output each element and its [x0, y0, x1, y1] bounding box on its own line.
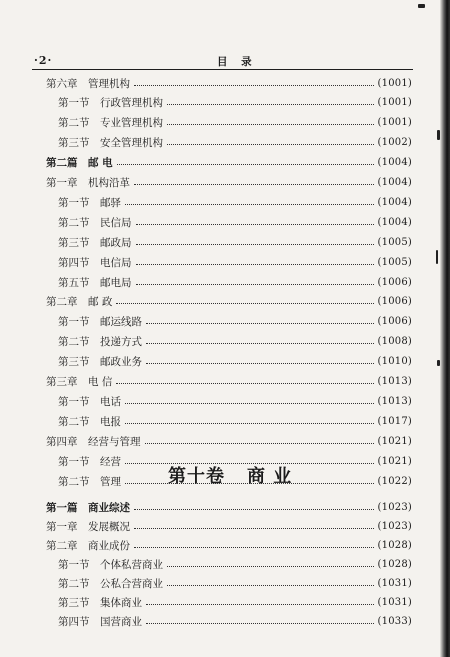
toc-entry-title: 国营商业	[100, 615, 142, 628]
toc-entry-page: (1017)	[377, 415, 412, 427]
dot-leader	[116, 383, 373, 384]
toc-entry-title: 邮政局	[100, 236, 132, 249]
toc-entry-number: 第三章	[46, 376, 78, 388]
toc-entry-title: 邮运线路	[100, 316, 142, 329]
toc-entry-number: 第二章	[46, 539, 78, 552]
volume-title	[168, 462, 292, 488]
scan-speck	[437, 130, 440, 140]
toc-entry	[46, 374, 412, 390]
toc-entry	[58, 314, 412, 330]
toc-entry-title: 民信局	[100, 216, 132, 229]
toc-entry-page: (1010)	[377, 356, 412, 368]
toc-entry-title: 管理机构	[88, 77, 130, 90]
toc-entry	[46, 499, 412, 515]
dot-leader	[134, 547, 374, 548]
volume-name: 商 业	[247, 466, 293, 487]
toc-entry-page: (1004)	[377, 216, 412, 228]
toc-entry	[58, 254, 412, 270]
dot-leader	[117, 164, 374, 165]
toc-entry-title: 电话	[100, 395, 121, 408]
toc-entry-title: 商业成份	[88, 539, 130, 552]
toc-entry-number: 第四章	[46, 435, 78, 448]
toc-entry-title: 邮政业务	[100, 356, 142, 369]
toc-entry-title: 机构沿革	[88, 177, 130, 189]
dot-leader	[145, 443, 374, 444]
toc-entry-number: 第二篇	[46, 157, 78, 170]
dot-leader	[136, 244, 374, 245]
toc-entry-page: (1013)	[377, 376, 412, 387]
toc-entry-title: 集体商业	[100, 596, 142, 609]
toc-entry	[58, 556, 412, 572]
toc-entry-title: 电信局	[100, 256, 132, 269]
toc-entry	[58, 334, 412, 350]
toc-entry-number: 第一篇	[46, 501, 78, 514]
toc-entry-page: (1028)	[377, 558, 412, 570]
toc-entry-number: 第五节	[58, 276, 90, 289]
dot-leader	[136, 224, 374, 225]
toc-entry-number: 第一节	[58, 196, 90, 209]
toc-entry-page: (1002)	[377, 137, 412, 149]
toc-entry	[46, 175, 412, 191]
dot-leader	[136, 284, 374, 285]
dot-leader	[167, 144, 374, 145]
toc-entry-title: 行政管理机构	[100, 97, 163, 110]
toc-entry-page: (1001)	[377, 97, 412, 109]
toc-entry-page: (1021)	[377, 455, 412, 467]
toc-entry-number: 第四节	[58, 615, 90, 628]
toc-entry-title: 电报	[100, 415, 121, 428]
toc-entry-page: (1005)	[377, 256, 412, 268]
toc-entry-title: 邮驿	[100, 196, 121, 209]
toc-entry-title: 经营与管理	[88, 435, 141, 448]
dot-leader	[167, 585, 374, 586]
toc-entry-number: 第二节	[58, 577, 90, 590]
toc-entry-page: (1028)	[377, 539, 412, 551]
toc-entry-number: 第二节	[58, 336, 90, 349]
toc-entry-number: 第一节	[58, 455, 90, 468]
running-title: 目 录	[217, 56, 257, 68]
toc-entry	[46, 294, 412, 310]
toc-entry-number: 第二章	[46, 296, 78, 309]
scan-speck	[436, 250, 438, 264]
toc-entry-title: 邮 政	[88, 296, 113, 309]
dot-leader	[125, 204, 374, 205]
toc-entry-number: 第二节	[58, 216, 90, 229]
toc-entry-title: 专业管理机构	[100, 117, 163, 130]
toc-entry	[58, 135, 412, 151]
dot-leader	[146, 343, 374, 344]
dot-leader	[146, 323, 374, 324]
toc-entry-title: 安全管理机构	[100, 137, 163, 150]
dot-leader	[134, 184, 374, 185]
toc-entry-page: (1004)	[377, 177, 412, 188]
toc-entry-number: 第一节	[58, 316, 90, 329]
toc-entry-title: 投递方式	[100, 336, 142, 349]
toc-entry-page: (1008)	[377, 336, 412, 348]
toc-entry-title: 发展概况	[88, 520, 130, 533]
volume-number: 第十卷	[168, 466, 225, 487]
dot-leader	[167, 566, 374, 567]
toc-entry	[58, 115, 412, 131]
toc-entry-page: (1031)	[377, 596, 412, 608]
toc-entry-page: (1021)	[377, 435, 412, 447]
page-header	[34, 54, 412, 68]
toc-entry-title: 邮 电	[88, 157, 113, 170]
toc-entry-page: (1013)	[377, 395, 412, 407]
toc-entry	[58, 194, 412, 210]
toc-entry-page: (1033)	[377, 615, 412, 627]
toc-entry-page: (1023)	[377, 501, 412, 513]
toc-entry-number: 第三节	[58, 137, 90, 150]
toc-entry-page: (1006)	[377, 316, 412, 328]
toc-entry	[58, 214, 412, 230]
dot-leader	[134, 528, 374, 529]
toc-entry-title: 个体私营商业	[100, 558, 163, 571]
toc-entry-number: 第二节	[58, 475, 90, 488]
toc-entry-title: 邮电局	[100, 276, 132, 289]
page-number: ·2·	[34, 54, 53, 67]
toc-entry-page: (1031)	[377, 577, 412, 589]
toc-entry	[46, 155, 412, 171]
toc-entry-number: 第一章	[46, 177, 78, 189]
scan-speck	[418, 4, 425, 8]
header-rule	[32, 69, 413, 70]
dot-leader	[136, 264, 374, 265]
toc-entry-title: 电 信	[88, 376, 113, 388]
toc-entry	[58, 594, 412, 610]
toc-entry-page: (1022)	[377, 475, 412, 487]
toc-entry-number: 第三节	[58, 356, 90, 369]
toc-entry-page: (1001)	[377, 77, 412, 89]
toc-entry	[46, 518, 412, 534]
toc-entry-number: 第一章	[46, 520, 78, 533]
dot-leader	[167, 124, 374, 125]
dot-leader	[125, 403, 374, 404]
toc-entry	[58, 274, 412, 290]
toc-entry	[58, 393, 412, 409]
toc-entry-number: 第一节	[58, 395, 90, 408]
toc-entry-number: 第六章	[46, 77, 78, 90]
toc-entry	[58, 354, 412, 370]
toc-entry	[58, 575, 412, 591]
toc-entry-page: (1001)	[377, 117, 412, 129]
toc-entry-page: (1004)	[377, 196, 412, 208]
toc-entry-number: 第一节	[58, 558, 90, 571]
toc-entry-page: (1004)	[377, 157, 412, 169]
toc-entry-title: 管理	[100, 475, 121, 488]
toc-entry	[46, 433, 412, 449]
dot-leader	[146, 363, 374, 364]
toc-entry-title: 商业综述	[88, 501, 130, 514]
toc-entry	[58, 95, 412, 111]
toc-entry	[58, 613, 412, 629]
toc-entry-page: (1006)	[377, 296, 412, 308]
dot-leader	[146, 604, 374, 605]
toc-entry-title: 经营	[100, 455, 121, 468]
toc-entry-number: 第三节	[58, 236, 90, 249]
toc-entry-number: 第三节	[58, 596, 90, 609]
dot-leader	[134, 85, 374, 86]
toc-entry-page: (1005)	[377, 236, 412, 248]
toc-entry	[46, 537, 412, 553]
scan-edge-shadow	[440, 0, 450, 657]
toc-entry	[58, 234, 412, 250]
toc-entry-page: (1006)	[377, 276, 412, 288]
dot-leader	[125, 423, 374, 424]
toc-entry	[46, 75, 412, 91]
toc-entry-page: (1023)	[377, 520, 412, 532]
toc-entry-number: 第二节	[58, 415, 90, 428]
toc-entry-number: 第二节	[58, 117, 90, 130]
dot-leader	[167, 104, 374, 105]
toc-entry-title: 公私合营商业	[100, 577, 163, 590]
toc-entry-number: 第四节	[58, 256, 90, 269]
dot-leader	[116, 303, 373, 304]
scan-speck	[437, 360, 440, 366]
dot-leader	[134, 509, 374, 510]
toc-entry	[58, 413, 412, 429]
toc-entry-number: 第一节	[58, 97, 90, 110]
dot-leader	[146, 623, 374, 624]
